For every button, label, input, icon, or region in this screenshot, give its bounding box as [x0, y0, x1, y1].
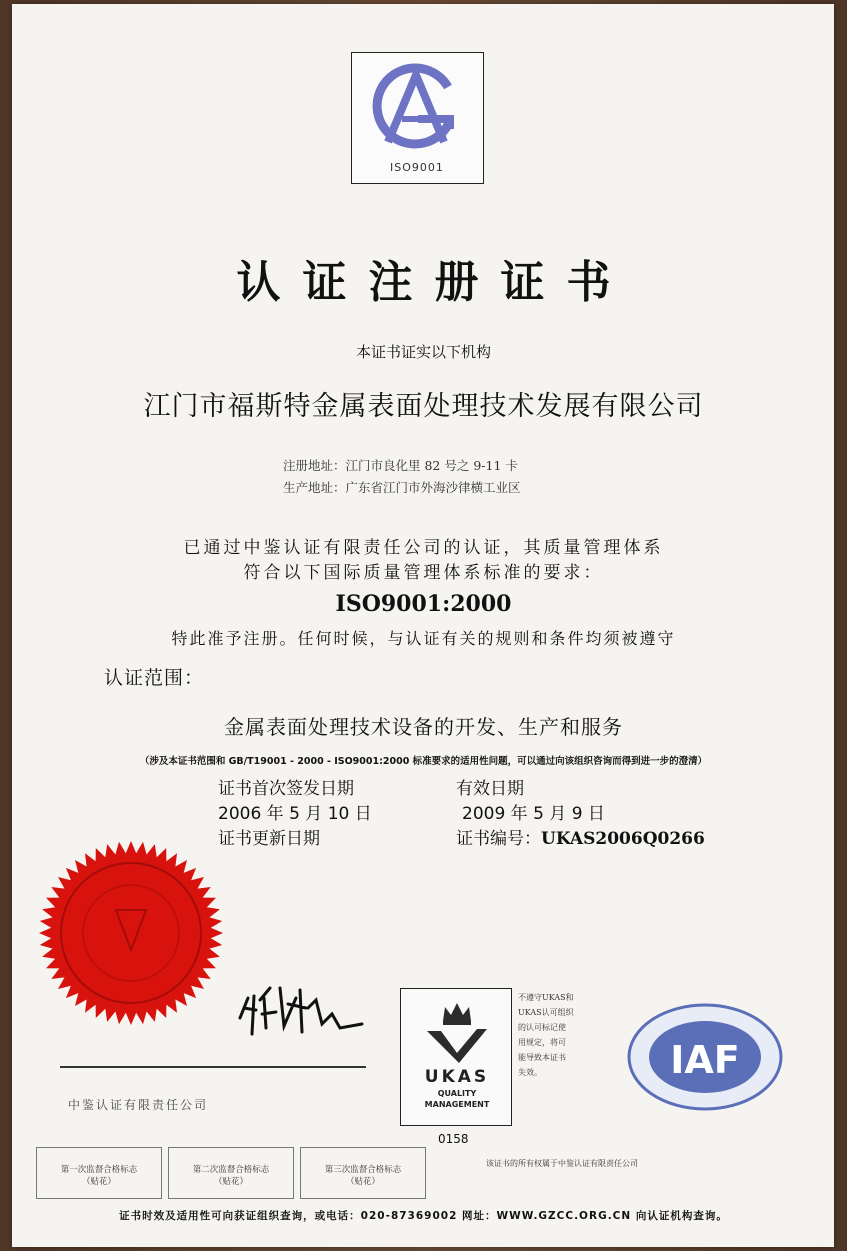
cert-number-value: UKAS2006Q0266 [541, 829, 705, 849]
renew-label: 证书更新日期 [218, 829, 320, 849]
valid-label: 有效日期 [456, 779, 524, 799]
passed-line-2: 符合以下国际质量管理体系标准的要求： [243, 563, 604, 583]
logo-text: ISO9001 [390, 161, 444, 174]
ukas-management: MANAGEMENT [424, 1100, 490, 1109]
passed-line-1: 已通过中鉴认证有限责任公司的认证，其质量管理体系 [183, 538, 664, 558]
first-issue-label: 证书首次签发日期 [218, 779, 354, 799]
certificate-title: 认证注册证书 [236, 257, 633, 308]
registration-text: 特此准予注册。任何时候，与认证有关的规则和条件均须被遵守 [171, 629, 676, 648]
production-address: 生产地址：广东省江门市外海沙律横工业区 [283, 480, 521, 495]
stamp-box-3 [300, 1147, 426, 1199]
cqc-logo-icon [358, 57, 478, 157]
stamp-sub: （贴花） [213, 1177, 248, 1187]
ukas-quality: QUALITY [437, 1089, 477, 1098]
iaf-logo-icon [625, 1002, 785, 1112]
signature-line [60, 1066, 366, 1068]
company-name: 江门市福斯特金属表面处理技术发展有限公司 [143, 391, 704, 422]
cert-number [456, 824, 705, 849]
first-issue-date: 2006 年 5 月 10 日 [218, 804, 372, 824]
ukas-mark [400, 988, 512, 1126]
scope-text: 金属表面处理技术设备的开发、生产和服务 [224, 715, 623, 739]
stamp-label: 第一次监督合格标志 [60, 1165, 138, 1175]
ownership-note: 该证书的所有权属于中鉴认证有限责任公司 [486, 1159, 638, 1168]
stamp-label: 第三次监督合格标志 [324, 1165, 402, 1175]
scope-note: （涉及本证书范围和 GB/T19001 - 2000 - ISO9001:2000 标准要求的适用性问题，可以通过向该组织咨询而得到进一步的澄清） [139, 756, 708, 767]
stamp-box-1 [36, 1147, 162, 1199]
iso-logo [351, 52, 484, 184]
intro-text: 本证书证实以下机构 [355, 343, 491, 361]
stamp-box-2 [168, 1147, 294, 1199]
stamp-sub: （贴花） [81, 1177, 116, 1187]
ukas-note-line: 失效。 [518, 1068, 542, 1077]
ukas-note-line: 能导致本证书 [518, 1053, 566, 1062]
scope-label: 认证范围： [104, 667, 205, 689]
stamp-sub: （贴花） [345, 1177, 380, 1187]
red-seal-icon [36, 840, 226, 1026]
cert-number-label: 证书编号： [456, 829, 541, 849]
ukas-note-line: 用规定，将可 [518, 1038, 566, 1047]
ukas-note-line: 的认可标记使 [518, 1023, 566, 1032]
crown-tick-icon [423, 999, 491, 1065]
ukas-number: 0158 [438, 1132, 469, 1146]
iaf-text: IAF [670, 1038, 740, 1082]
ukas-note-line: UKAS认可组织 [518, 1008, 574, 1017]
stamp-label: 第二次监督合格标志 [192, 1165, 270, 1175]
valid-date: 2009 年 5 月 9 日 [462, 804, 605, 824]
issuer-name: 中鉴认证有限责任公司 [68, 1098, 209, 1112]
standard: ISO9001:2000 [335, 591, 512, 617]
ukas-name: UKAS [424, 1067, 490, 1087]
ukas-note-line: 不遵守UKAS和 [518, 993, 574, 1002]
registered-address: 注册地址：江门市良化里 82 号之 9-11 卡 [283, 458, 518, 473]
signature [236, 978, 372, 1042]
footer-note: 证书时效及适用性可向获证组织查询，或电话：020-87369002 网址：WWW.GZCC.ORG.CN 向认证机构查询。 [119, 1210, 728, 1222]
ukas-note [518, 990, 608, 1080]
